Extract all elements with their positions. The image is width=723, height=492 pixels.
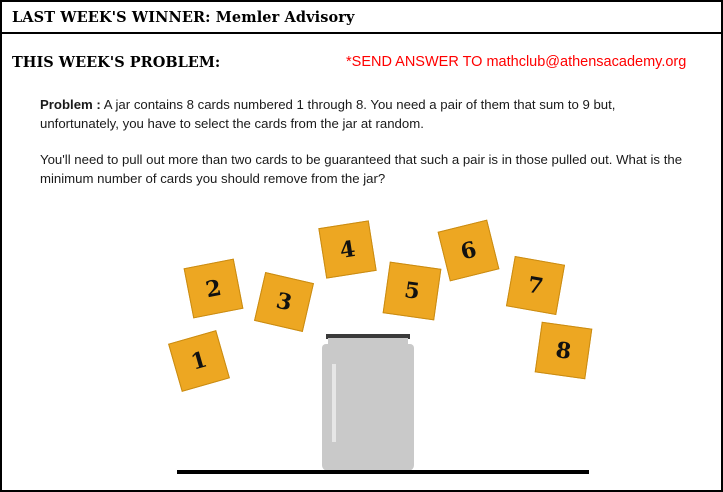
numbered-card-label: 3	[273, 287, 295, 317]
numbered-card	[254, 272, 314, 332]
problem-lead-label: Problem :	[40, 97, 101, 112]
numbered-card-label: 4	[337, 235, 358, 264]
jar-and-cards-illustration	[2, 212, 721, 490]
table-surface-line	[177, 470, 589, 474]
this-week-problem-heading: THIS WEEK'S PROBLEM:	[12, 54, 221, 71]
numbered-card-label: 1	[188, 346, 210, 376]
numbered-card	[506, 256, 565, 315]
numbered-card-label: 7	[525, 271, 546, 300]
numbered-card-label: 6	[457, 236, 480, 265]
last-week-winner-line: LAST WEEK'S WINNER: Memler Advisory	[12, 9, 355, 26]
numbered-card	[318, 220, 376, 278]
numbered-card-label: 8	[554, 336, 573, 365]
numbered-card-label: 2	[203, 274, 224, 303]
problem-paragraph-1	[40, 95, 695, 133]
send-answer-note[interactable]: *SEND ANSWER TO mathclub@athensacademy.org	[346, 54, 687, 70]
numbered-card	[383, 262, 442, 321]
numbered-card	[438, 220, 500, 282]
numbered-card-label: 5	[402, 277, 422, 305]
numbered-card	[184, 259, 244, 319]
jar-highlight	[332, 364, 336, 442]
numbered-card	[535, 322, 593, 380]
problem-paragraph-2: You'll need to pull out more than two cards to be guaranteed that such a pair is in those pulled out. What is the minimum number of cards you should remove from the jar?	[40, 152, 683, 186]
problem-paragraph-1-text: A jar contains 8 cards numbered 1 through 8. You need a pair of them that sum to 9 but, unfortunately, you have to select the cards from the jar at random.	[40, 97, 616, 131]
header-divider	[2, 32, 721, 34]
numbered-card	[168, 330, 230, 392]
